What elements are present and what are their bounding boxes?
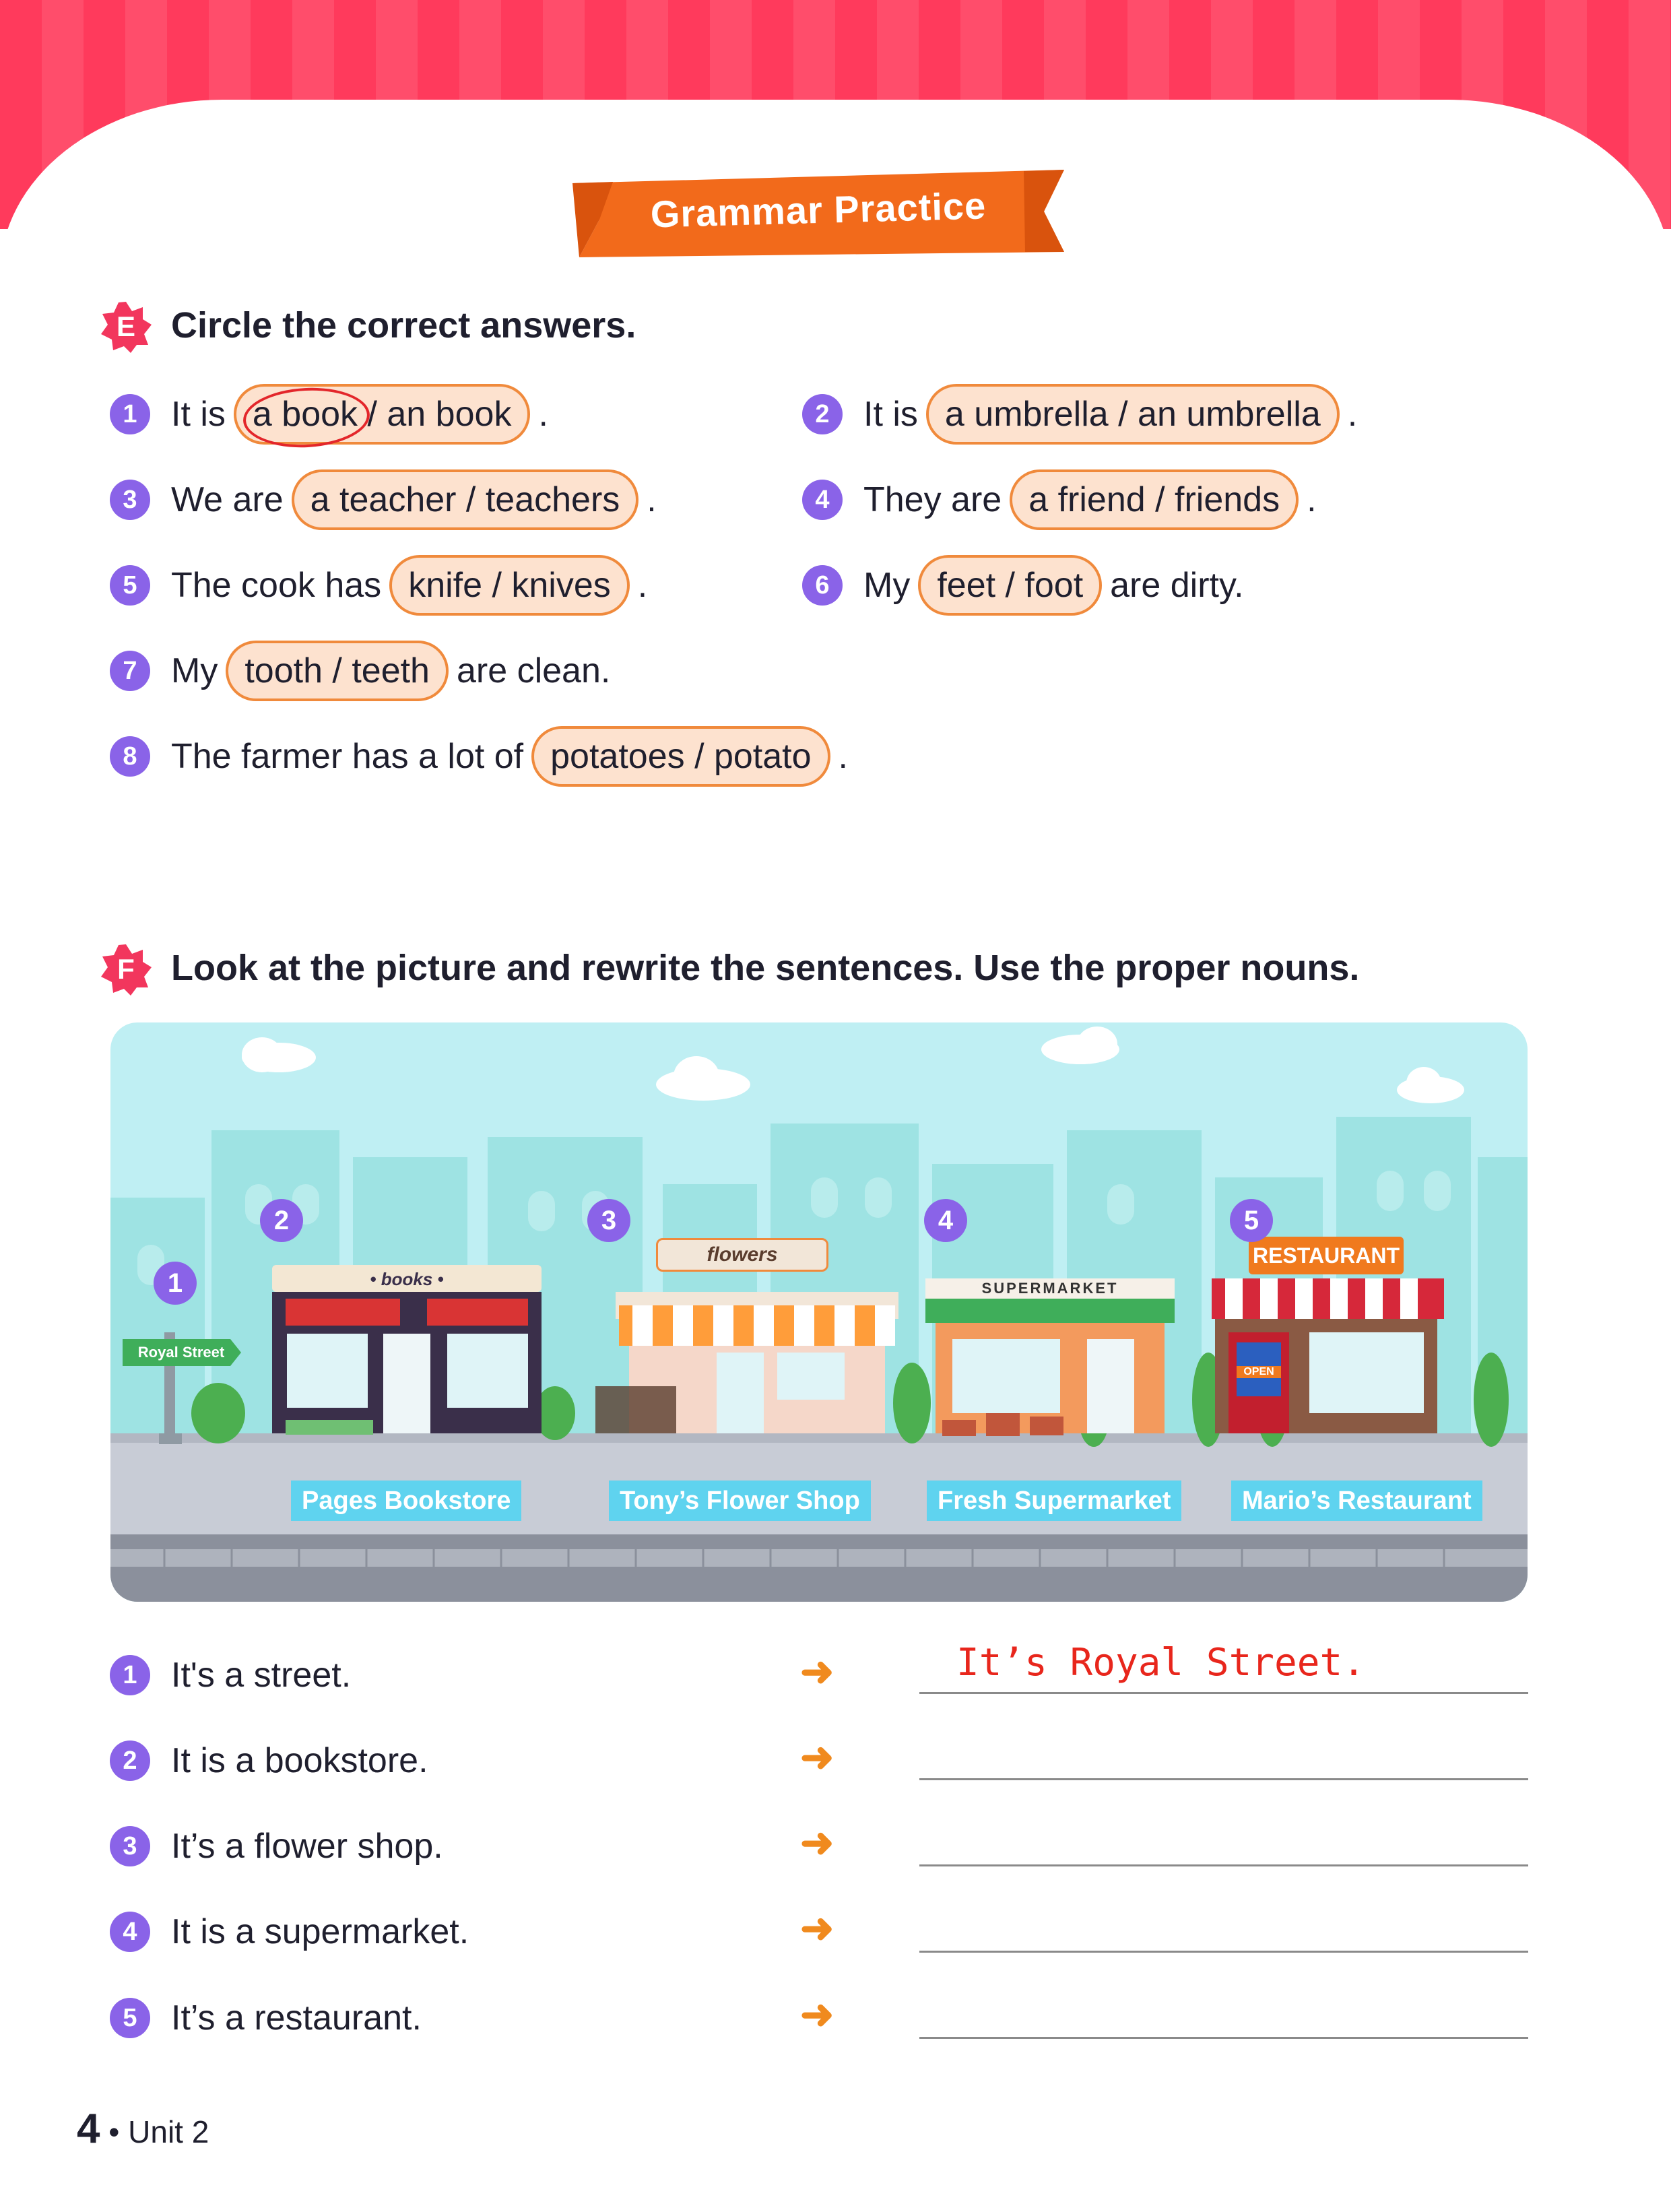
circled-answer: a book	[253, 395, 358, 434]
section-e-instruction: Circle the correct answers.	[171, 305, 636, 346]
question-end: are dirty.	[1110, 566, 1244, 605]
scene-marker-5: 5	[1230, 1199, 1273, 1242]
answer-line-1[interactable]	[919, 1692, 1528, 1694]
right-arrow-icon: ➜	[800, 1992, 834, 2037]
question-text: My	[863, 566, 911, 605]
choice-pill[interactable]: a book / an book	[234, 384, 531, 445]
sentence-text: It is a bookstore.	[171, 1741, 428, 1780]
sentence-text: It’s a restaurant.	[171, 1998, 422, 2038]
question-row	[863, 384, 1357, 445]
bookstore-sign: • books •	[370, 1269, 444, 1289]
answer-line-5[interactable]	[919, 2037, 1528, 2039]
question-row	[171, 469, 657, 530]
scene-marker-2: 2	[260, 1199, 303, 1242]
right-arrow-icon: ➜	[800, 1906, 834, 1951]
question-end: are clean.	[456, 651, 611, 690]
flower-shop-sign: flowers	[656, 1238, 828, 1272]
street-sign: Royal Street	[137, 1344, 225, 1361]
question-text: It is	[171, 395, 226, 434]
item-number: 4	[802, 480, 843, 520]
handwritten-answer: It’s Royal Street.	[956, 1641, 1365, 1685]
question-row	[863, 469, 1317, 530]
item-number: 4	[110, 1912, 150, 1952]
answer-line-4[interactable]	[919, 1951, 1528, 1953]
item-number: 1	[110, 1655, 150, 1695]
question-end: .	[1347, 395, 1358, 434]
sentence-text: It’s a flower shop.	[171, 1827, 443, 1866]
question-end: .	[1307, 480, 1317, 519]
section-e-letter: E	[116, 311, 135, 342]
question-text: They are	[863, 480, 1002, 519]
scene-marker-1: 1	[154, 1262, 197, 1305]
right-arrow-icon: ➜	[800, 1820, 834, 1865]
question-text: The farmer has a lot of	[171, 737, 524, 776]
choice-pill[interactable]: a teacher / teachers	[292, 469, 639, 530]
store-label-supermarket: Fresh Supermarket	[927, 1481, 1181, 1521]
question-row	[171, 726, 848, 787]
question-text: The cook has	[171, 566, 382, 605]
section-heading: Grammar Practice	[649, 184, 987, 236]
question-text: We are	[171, 480, 284, 519]
question-text: It is	[863, 395, 918, 434]
item-number: 3	[110, 1826, 150, 1866]
right-arrow-icon: ➜	[800, 1734, 834, 1780]
right-arrow-icon: ➜	[800, 1649, 834, 1694]
open-sign: OPEN	[1237, 1366, 1281, 1378]
question-end: .	[647, 480, 657, 519]
question-end: .	[838, 737, 848, 776]
question-text: My	[171, 651, 218, 690]
scene-marker-3: 3	[587, 1199, 630, 1242]
answer-line-3[interactable]	[919, 1864, 1528, 1866]
sentence-text: It is a supermarket.	[171, 1912, 469, 1951]
answer-line-2[interactable]	[919, 1778, 1528, 1780]
choice-pill[interactable]: a friend / friends	[1010, 469, 1299, 530]
item-number: 5	[110, 565, 150, 606]
item-number: 6	[802, 565, 843, 606]
page-footer	[77, 2105, 209, 2153]
page-number: 4	[77, 2106, 100, 2152]
item-number: 8	[110, 736, 150, 777]
item-number: 5	[110, 1998, 150, 2038]
choice-pill[interactable]: potatoes / potato	[531, 726, 830, 787]
scene-marker-4: 4	[924, 1199, 967, 1242]
item-number: 7	[110, 651, 150, 691]
sentence-text: It's a street.	[171, 1656, 352, 1695]
question-end: .	[538, 395, 548, 434]
question-end: .	[637, 566, 648, 605]
store-label-bookstore: Pages Bookstore	[291, 1481, 521, 1521]
section-f-instruction: Look at the picture and rewrite the sentences. Use the proper nouns.	[171, 948, 1360, 988]
question-row	[171, 555, 647, 616]
section-f-letter: F	[117, 953, 135, 985]
item-number: 3	[110, 480, 150, 520]
item-number: 1	[110, 394, 150, 434]
choice-pill[interactable]: knife / knives	[389, 555, 630, 616]
choice-pill[interactable]: tooth / teeth	[226, 641, 449, 701]
store-label-restaurant: Mario’s Restaurant	[1231, 1481, 1482, 1521]
question-row	[171, 384, 548, 445]
supermarket-sign: SUPERMARKET	[981, 1280, 1119, 1297]
item-number: 2	[802, 394, 843, 434]
item-number: 2	[110, 1741, 150, 1781]
street-scene-illustration	[110, 1022, 1528, 1602]
restaurant-sign: RESTAURANT	[1252, 1243, 1400, 1268]
question-row	[171, 641, 610, 701]
question-row	[863, 555, 1244, 616]
choice-pill[interactable]: feet / foot	[918, 555, 1102, 616]
choice-pill[interactable]: a umbrella / an umbrella	[926, 384, 1340, 445]
store-label-flower-shop: Tony’s Flower Shop	[609, 1481, 871, 1521]
unit-label: • Unit 2	[108, 2114, 209, 2149]
